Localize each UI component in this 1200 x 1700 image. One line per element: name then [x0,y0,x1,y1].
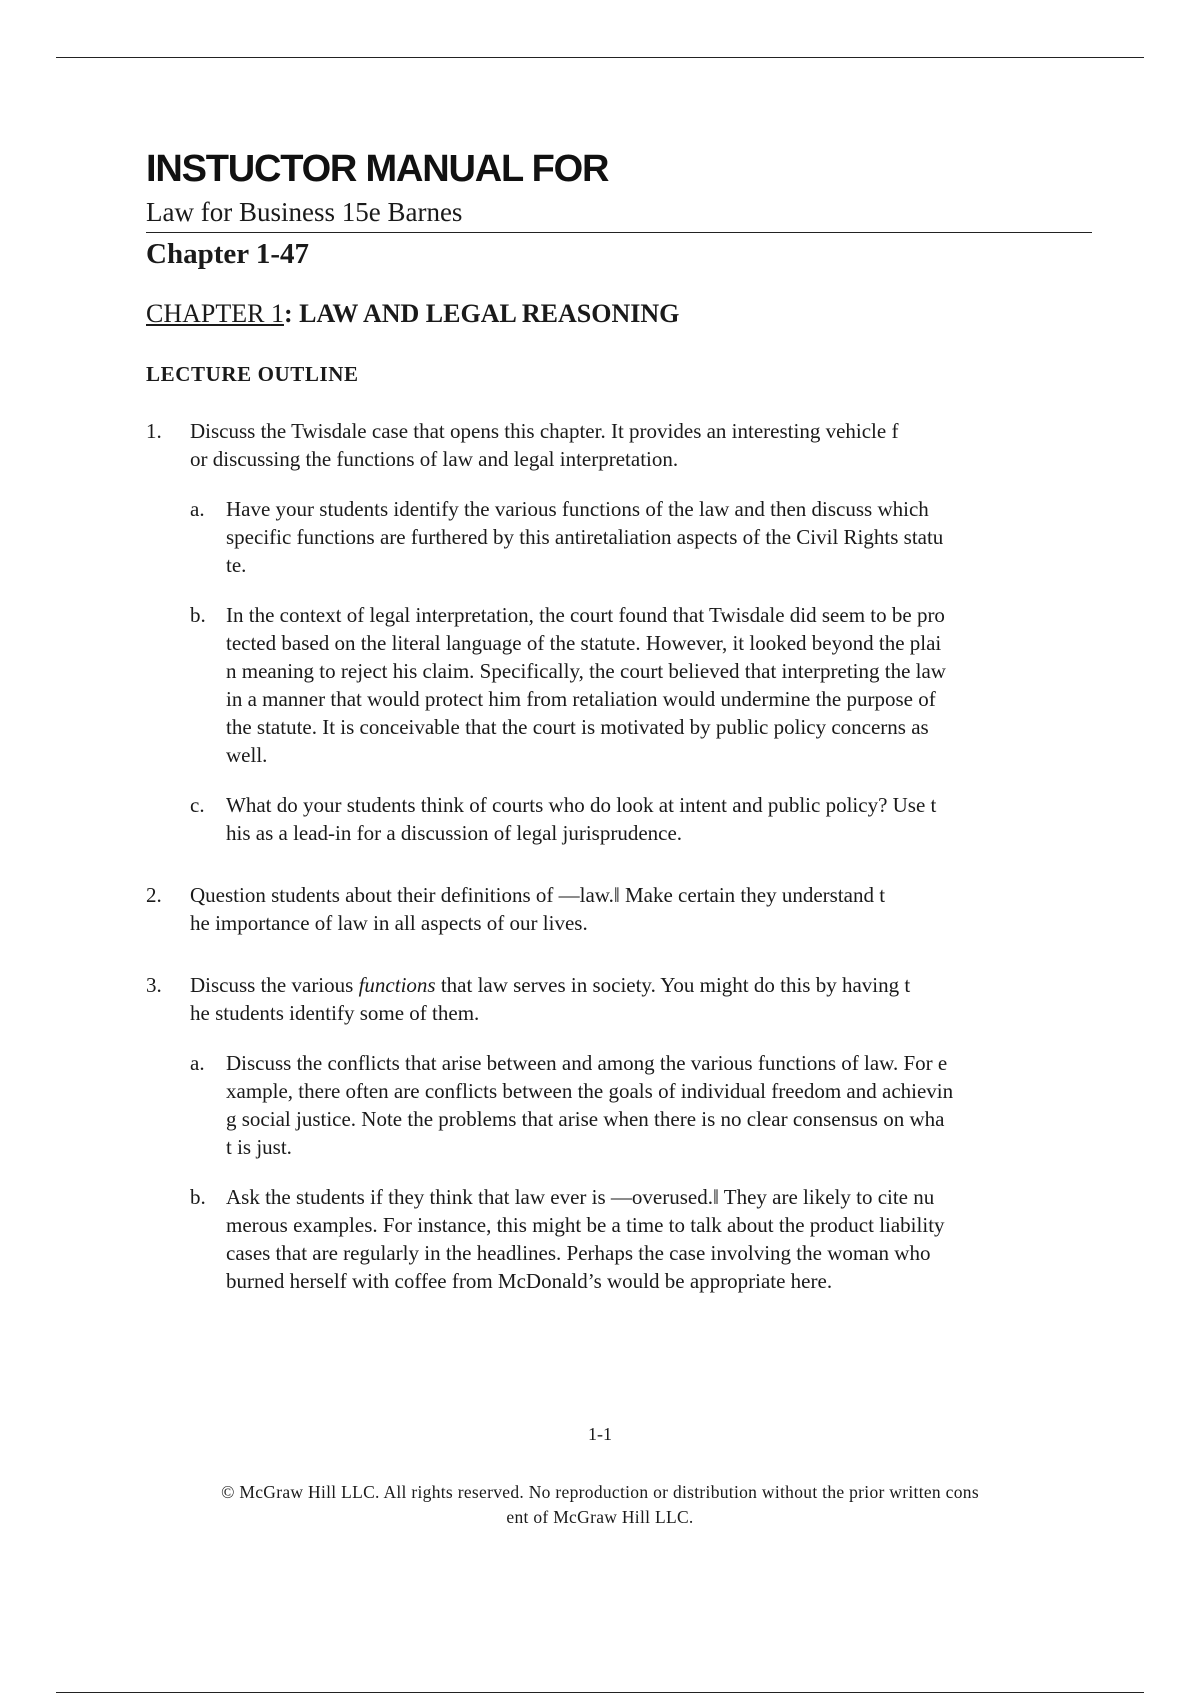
sub-item-line: tected based on the literal language of the statute. However, it looked beyond the plai [226,630,942,655]
chapter-heading [146,299,1092,329]
bottom-rule [56,1692,1144,1693]
sub-item-line: cases that are regularly in the headlines. Perhaps the case involving the woman who [226,1240,931,1265]
sub-item-line: well. [226,742,268,767]
footer-line: ent of McGraw Hill LLC. [506,1507,694,1527]
sub-item-line: t is just. [226,1134,292,1159]
copyright-footer [150,1480,1050,1530]
outline-item [146,417,1092,847]
sub-item [190,495,1092,579]
sub-item-line: in a manner that would protect him from retaliation would undermine the purpose of [226,686,936,711]
sub-item-line: What do your students think of courts who do look at intent and public policy? Use t [226,792,937,817]
sub-item-letter: a. [190,496,205,521]
sub-item-letter: c. [190,792,205,817]
sub-item-line: specific functions are furthered by this antiretaliation aspects of the Civil Rights statu [226,524,944,549]
item-text: Discuss the various [190,972,359,997]
chapter-title: : LAW AND LEGAL REASONING [283,298,680,328]
sub-item-line: his as a lead-in for a discussion of legal jurisprudence. [226,820,683,845]
chapter-number: 1 [270,298,284,328]
document-page [146,150,1092,1295]
sub-item-letter: b. [190,1184,206,1209]
item-text: that law serves in society. You might do this by having t [435,972,911,997]
item-line: or discussing the functions of law and legal interpretation. [190,446,679,471]
sub-item-line: merous examples. For instance, this might be a time to talk about the product liability [226,1212,945,1237]
sub-item [190,1049,1092,1161]
sub-item-line: xample, there often are conflicts between the goals of individual freedom and achievin [226,1078,954,1103]
sub-item-line: Ask the students if they think that law ever is —overused.‖ They are likely to cite nu [226,1184,935,1209]
outline-item [146,971,1092,1295]
emphasized-term: functions [358,972,436,997]
item-line: Discuss the Twisdale case that opens this chapter. It provides an interesting vehicle f [190,418,899,443]
sub-item [190,1183,1092,1295]
item-number: 1. [146,418,162,443]
footer-line: © McGraw Hill LLC. All rights reserved. No reproduction or distribution without the prior written cons [221,1482,979,1502]
sub-item-line: Have your students identify the various functions of the law and then discuss which [226,496,929,521]
page-number: 1-1 [588,1424,612,1444]
sub-item [190,601,1092,769]
chapter-prefix: CHAPTER [146,298,271,328]
sub-item-line: In the context of legal interpretation, the court found that Twisdale did seem to be pro [226,602,945,627]
sub-item-letter: a. [190,1050,205,1075]
lecture-outline-title: LECTURE OUTLINE [146,361,359,386]
item-line: Question students about their definitions of —law.‖ Make certain they understand t [190,882,886,907]
sub-item-line: the statute. It is conceivable that the court is motivated by public policy concerns as [226,714,929,739]
item-line: he importance of law in all aspects of our lives. [190,910,588,935]
sub-item-letter: b. [190,602,206,627]
manual-title: INSTUCTOR MANUAL FOR [146,148,609,190]
book-subtitle: Law for Business 15e Barnes [146,198,1092,233]
item-line: he students identify some of them. [190,1000,480,1025]
outline-list [146,417,1092,1295]
chapter-range: Chapter 1-47 [146,237,309,270]
sub-item-line: n meaning to reject his claim. Specifically, the court believed that interpreting the law [226,658,946,683]
sub-item-line: te. [226,552,247,577]
outline-item [146,881,1092,937]
sub-item-line: burned herself with coffee from McDonald’s would be appropriate here. [226,1268,833,1293]
sub-item-line: Discuss the conflicts that arise between and among the various functions of law. For e [226,1050,948,1075]
sub-item-line: g social justice. Note the problems that arise when there is no clear consensus on wha [226,1106,945,1131]
item-number: 3. [146,972,162,997]
top-rule [56,57,1144,58]
item-number: 2. [146,882,162,907]
item-line [190,971,1092,999]
sub-item [190,791,1092,847]
